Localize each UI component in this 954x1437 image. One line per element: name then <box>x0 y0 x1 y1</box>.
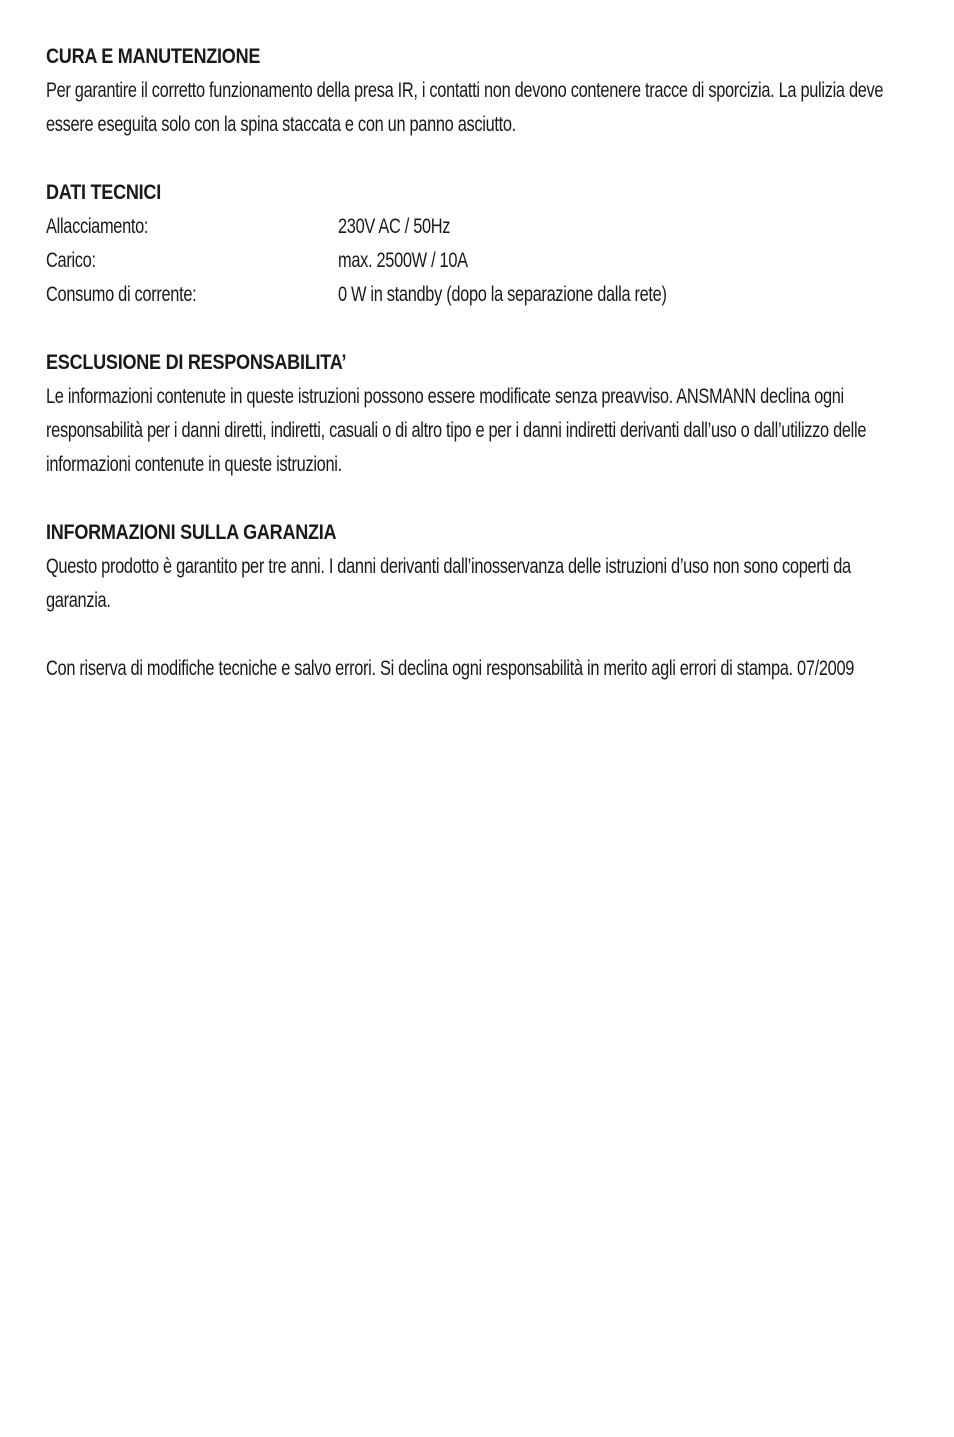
footer-text: Con riserva di modifiche tecniche e salvo errori. Si declina ogni responsabilità in merito agli errori di stampa. 07/2009 <box>46 657 855 680</box>
warranty-text: Questo prodotto è garantito per tre anni. I danni derivanti dall’inosservanza delle istruzioni d’uso non sono coperti da garanzia. <box>46 555 851 612</box>
spec-value: 0 W in standby (dopo la separazione dalla rete) <box>338 283 667 306</box>
spec-row-consumption <box>46 278 916 312</box>
spec-label: Consumo di corrente: <box>46 283 197 306</box>
spec-row-load <box>46 244 916 278</box>
footer-section <box>46 652 916 686</box>
spacer <box>46 142 916 176</box>
spec-value: max. 2500W / 10A <box>338 249 468 272</box>
liability-section <box>46 346 916 482</box>
care-text: Per garantire il corretto funzionamento della presa IR, i contatti non devono contenere tracce di sporcizia. La pulizia deve essere eseguita solo con la spina staccata e con un panno asciutto. <box>46 79 884 136</box>
spacer <box>46 618 916 652</box>
spec-label: Carico: <box>46 249 96 272</box>
spacer <box>46 312 916 346</box>
document-page <box>46 40 916 686</box>
spec-value: 230V AC / 50Hz <box>338 215 451 238</box>
technical-heading: DATI TECNICI <box>46 181 161 204</box>
spec-row-connection <box>46 210 916 244</box>
warranty-heading: INFORMAZIONI SULLA GARANZIA <box>46 521 337 544</box>
warranty-section <box>46 516 916 618</box>
technical-section <box>46 176 916 312</box>
liability-heading: ESCLUSIONE DI RESPONSABILITA’ <box>46 351 347 374</box>
care-section <box>46 40 916 142</box>
spacer <box>46 482 916 516</box>
spec-label: Allacciamento: <box>46 215 149 238</box>
care-heading: CURA E MANUTENZIONE <box>46 45 261 68</box>
liability-text: Le informazioni contenute in queste istruzioni possono essere modificate senza preavviso. ANSMANN declina ogni responsabilità per i danni diretti, indiretti, casuali o di altro tipo e per i danni indiretti derivanti dall’uso o dall’utilizzo delle informazioni contenute in queste istruzioni. <box>46 385 867 476</box>
